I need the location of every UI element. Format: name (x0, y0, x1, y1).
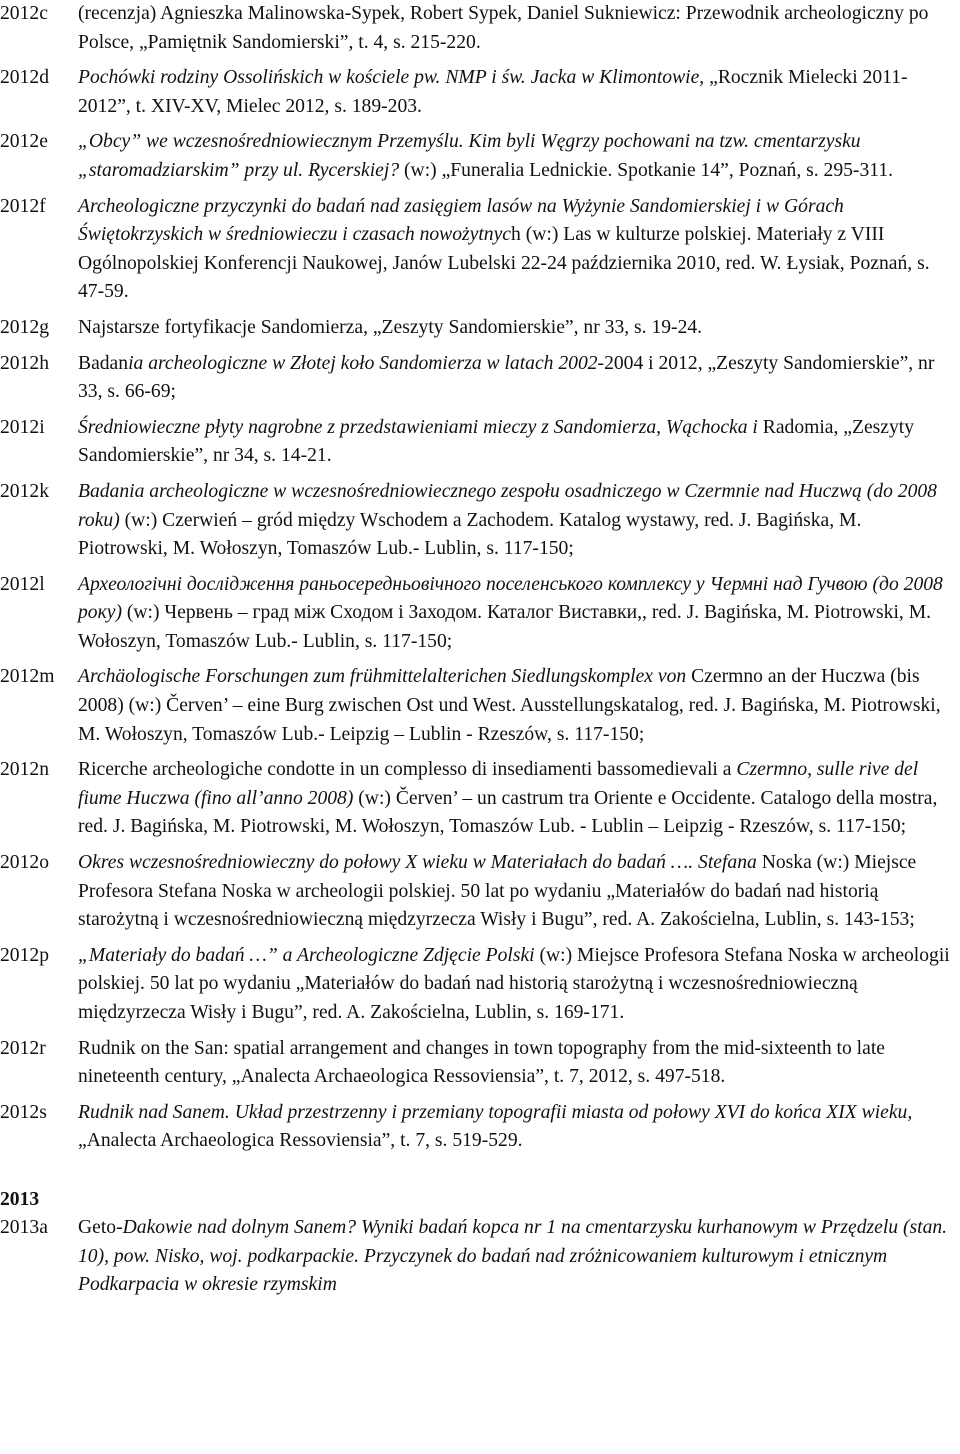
entry-segment: (recenzja) Agnieszka Malinowska-Sypek, Robert Sypek, Daniel Sukniewicz: Przewodnik archeologiczny po Polsce, „Pamiętnik Sandomierski”, t. 4, s. 215-220. (78, 3, 929, 53)
entry-2012h (0, 350, 960, 407)
entry-2012o (0, 849, 960, 935)
entry-2012m (0, 663, 960, 749)
entry-segment-italic: Archäologische Forschungen zum frühmittelalterichen Siedlungskomplex von (78, 666, 687, 688)
entry-text (78, 64, 952, 121)
entry-code: 2012f (0, 195, 46, 217)
entry-segment-italic: Okres wczesnośredniowieczny do połowy X wieku w Materiałach do badań …. Stefana (78, 852, 757, 874)
entry-segment-italic: „Obcy” we wczesnośredniowiecznym Przemyślu. Kim byli Węgrzy pochowani na tzw. cmentarzysku „staromadziarskim” przy ul. Rycerskiej? (78, 131, 861, 181)
entry-text (78, 942, 952, 1028)
entry-segment: Czermno an der Huczwa (bis 2008) (w:) Červen’ – eine Burg zwischen Ost und West. Ausstellungskatalog, red. J. Bagińska, M. Piotrowski, M. Wołoszyn, Tomaszów Lub.- Leipzig – Lublin - Rzeszów, s. 117-150; (78, 666, 941, 745)
entry-2012l (0, 571, 960, 657)
entry-code: 2012l (0, 573, 45, 595)
entry-2012p (0, 942, 960, 1028)
entry-text (78, 0, 952, 57)
entry-2012n (0, 756, 960, 842)
entry-segment-italic: Археологічні дослідження раньосередньовічного поселенського комплексу у Чермні над Гучвою (до 2008 року) (78, 573, 943, 624)
entry-code: 2012o (0, 852, 49, 874)
entry-segment: 2004 i 2012, „Zeszyty Sandomierskie”, nr 33, s. 66-69; (78, 352, 935, 403)
entry-code: 2012i (0, 416, 45, 438)
entry-segment: (w:) „Funeralia Lednickie. Spotkanie 14”, Poznań, s. 295-311. (399, 159, 894, 181)
entry-text (78, 571, 952, 657)
entry-segment: Noska (w:) Miejsce Profesora Stefana Noska w archeologii polskiej. 50 lat po wydaniu „Materiałów do badań nad historią starożytną i wczesnośredniowieczną międzyrzecza Wisły i Bugu”, red. A. Zakościelna, Lublin, s. 143-153; (78, 852, 917, 931)
entry-segment: Badan (78, 352, 129, 374)
entry-2012e (0, 128, 960, 185)
entry-text (78, 849, 952, 935)
entry-code: 2012e (0, 131, 48, 153)
entry-2012f (0, 193, 960, 307)
entry-2012s (0, 1099, 960, 1156)
entry-segment: h (w:) Las w kulturze polskiej. Materiały z VIII Ogólnopolskiej Konferencji Naukowej, Janów Lubelski 22-24 października 2010, red. W. Łysiak, Poznań, s. 47-59. (78, 224, 930, 303)
entry-text (78, 314, 952, 343)
entry-segment: (w:) Czerwień – gród między Wschodem a Zachodem. Katalog wystawy, red. J. Bagińska, M. Piotrowski, M. Wołoszyn, Tomaszów Lub.- Lublin, s. 117-150; (78, 509, 862, 560)
entry-2012g (0, 314, 960, 343)
entry-code: 2013a (0, 1216, 48, 1238)
entry-segment: (w:) Червень – град між Сходом і Заходом. Каталог Виставки,, red. J. Bagińska, M. Piotrowski, M. Wołoszyn, Tomaszów Lub.- Lublin, s. 117-150; (78, 602, 932, 652)
entry-code: 2012m (0, 666, 55, 688)
entry-code: 2012k (0, 480, 49, 502)
entry-segment-italic: Średniowieczne płyty nagrobne z przedstawieniami mieczy z Sandomierza, Wąchocka i (78, 416, 758, 438)
entry-2012r (0, 1035, 960, 1092)
entry-segment: „Rocznik Mielecki 2011-2012”, t. XIV-XV, Mielec 2012, s. 189-203. (78, 67, 908, 117)
entry-code: 2012h (0, 352, 49, 374)
year-heading: 2013 (0, 1188, 40, 1210)
entry-segment-italic: ia archeologiczne w Złotej koło Sandomierza w latach 2002- (128, 352, 605, 374)
entry-segment-italic: Pochówki rodziny Ossolińskich w kościele pw. NMP i św. Jacka w Klimontowie, (78, 67, 705, 89)
entry-text (78, 128, 952, 185)
entry-segment-italic: Dakowie nad dolnym Sanem? Wyniki badań kopca nr 1 na cmentarzysku kurhanowym w Przędzelu (stan. 10), pow. Nisko, woj. podkarpackie. Przyczynek do badań nad zróżnicowaniem kulturowym i etnicznym Podkarpacia w okresie rzymskim (78, 1216, 948, 1296)
entry-code: 2012c (0, 3, 48, 24)
entry-code: 2012g (0, 316, 49, 338)
entry-segment-italic: Archeologiczne przyczynki do badań nad zasięgiem lasów na Wyżynie Sandomierskiej i w Górach Świętokrzyskich w średniowieczu i czasach nowożytnyc (78, 195, 844, 246)
entry-text (78, 1035, 952, 1092)
entry-text (78, 193, 952, 307)
entry-text (78, 478, 952, 564)
entry-segment-italic: Czermno, sulle rive del fiume Huczwa (fino all’anno 2008) (78, 759, 919, 809)
entry-text (78, 663, 952, 749)
entry-code: 2012n (0, 759, 49, 781)
entry-2012k (0, 478, 960, 564)
entry-segment-italic: „Materiały do badań …” a Archeologiczne Zdjęcie Polski (78, 944, 535, 966)
entry-text (78, 1099, 952, 1156)
entry-code: 2012r (0, 1037, 46, 1059)
entry-2012c (0, 0, 960, 57)
entry-segment: Ricerche archeologiche condotte in un complesso di insediamenti bassomedievali a (78, 759, 737, 781)
entry-segment: Najstarsze fortyfikacje Sandomierza, „Zeszyty Sandomierskie”, nr 33, s. 19-24. (78, 316, 703, 338)
entry-text (78, 350, 952, 407)
entry-2012i (0, 414, 960, 471)
entry-segment-italic: Rudnik nad Sanem. Układ przestrzenny i przemiany topografii miasta od połowy XVI do końca XIX wieku, (78, 1101, 913, 1123)
entry-code: 2012p (0, 944, 49, 966)
entry-code: 2012d (0, 67, 49, 89)
entry-text (78, 1214, 952, 1300)
entry-2013a (0, 1214, 960, 1300)
entry-segment: „Analecta Archaeologica Ressoviensia”, t. 7, s. 519-529. (78, 1130, 523, 1152)
entry-segment: Radomia, „Zeszyty Sandomierskie”, nr 34, s. 14-21. (78, 416, 915, 467)
entry-segment: (w:) Červen’ – un castrum tra Oriente e Occidente. Catalogo della mostra, red. J. Bagińska, M. Piotrowski, M. Wołoszyn, Tomaszów Lub. - Lublin – Leipzig - Rzeszów, s. 117-150; (78, 787, 938, 838)
entry-segment: Rudnik on the San: spatial arrangement and changes in town topography from the mid-sixteenth to late nineteenth century, „Analecta Archaeologica Ressoviensia”, t. 7, 2012, s. 497-518. (78, 1037, 885, 1088)
entry-segment-italic: Badania archeologiczne w wczesnośredniowiecznego zespołu osadniczego w Czermnie nad Huczwą (do 2008 roku) (78, 480, 937, 531)
entry-text (78, 756, 952, 842)
entry-code: 2012s (0, 1101, 47, 1123)
entry-segment: Geto- (78, 1216, 123, 1238)
entry-text (78, 414, 952, 471)
entry-segment: (w:) Miejsce Profesora Stefana Noska w archeologii polskiej. 50 lat po wydaniu „Materiałów do badań nad historią starożytną i wczesnośredniowieczną międzyrzecza Wisły i Bugu”, red. A. Zakościelna, Lublin, s. 169-171. (78, 944, 950, 1023)
entry-2012d (0, 64, 960, 121)
